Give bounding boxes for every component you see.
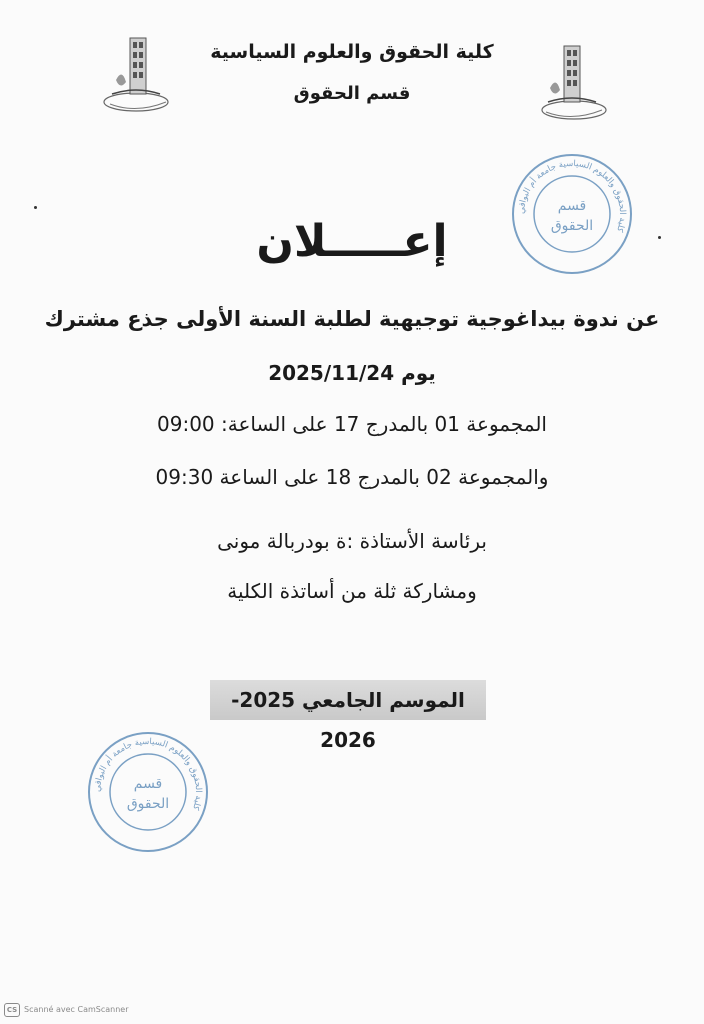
- faculty-name: كلية الحقوق والعلوم السياسية: [210, 41, 494, 63]
- svg-text:الحقوق: الحقوق: [126, 796, 170, 812]
- department-name: قسم الحقوق: [293, 83, 411, 104]
- announcement-subject: عن ندوة بيداغوجية توجيهية لطلبة السنة الأولى جذع مشترك: [44, 307, 660, 331]
- announcement-date: يوم 2025/11/24: [268, 361, 436, 385]
- camscanner-text: Scanné avec CamScanner: [24, 1005, 129, 1014]
- svg-text:كلية الحقوق والعلوم السياسية ج: كلية الحقوق والعلوم السياسية جامعة أم البواقي: [92, 736, 204, 812]
- participation-line: ومشاركة ثلة من أساتذة الكلية: [227, 579, 477, 603]
- svg-text:قسم: قسم: [557, 198, 587, 214]
- university-logo-icon: [532, 40, 614, 128]
- svg-text:قسم: قسم: [133, 776, 163, 792]
- svg-text:الحقوق: الحقوق: [550, 218, 594, 234]
- academic-season: الموسم الجامعي 2025-2026: [210, 680, 486, 720]
- announcement-title: إعـــــلان: [256, 216, 448, 267]
- scan-speck: [658, 236, 661, 239]
- group-2-schedule: والمجموعة 02 بالمدرج 18 على الساعة 09:30: [155, 465, 549, 489]
- stamp-seal-icon: [86, 730, 210, 854]
- scan-speck: [34, 206, 37, 209]
- university-logo-icon: [96, 32, 178, 120]
- svg-text:كلية الحقوق والعلوم السياسية ج: كلية الحقوق والعلوم السياسية جامعة أم البواقي: [516, 158, 628, 234]
- department-stamp: [86, 730, 210, 854]
- chair-line: برئاسة الأستاذة :ة بودربالة مونى: [217, 529, 487, 553]
- camscanner-badge: CS: [4, 1003, 20, 1017]
- scanner-watermark: [4, 1002, 204, 1018]
- group-1-schedule: المجموعة 01 بالمدرج 17 على الساعة: 09:00: [157, 412, 547, 436]
